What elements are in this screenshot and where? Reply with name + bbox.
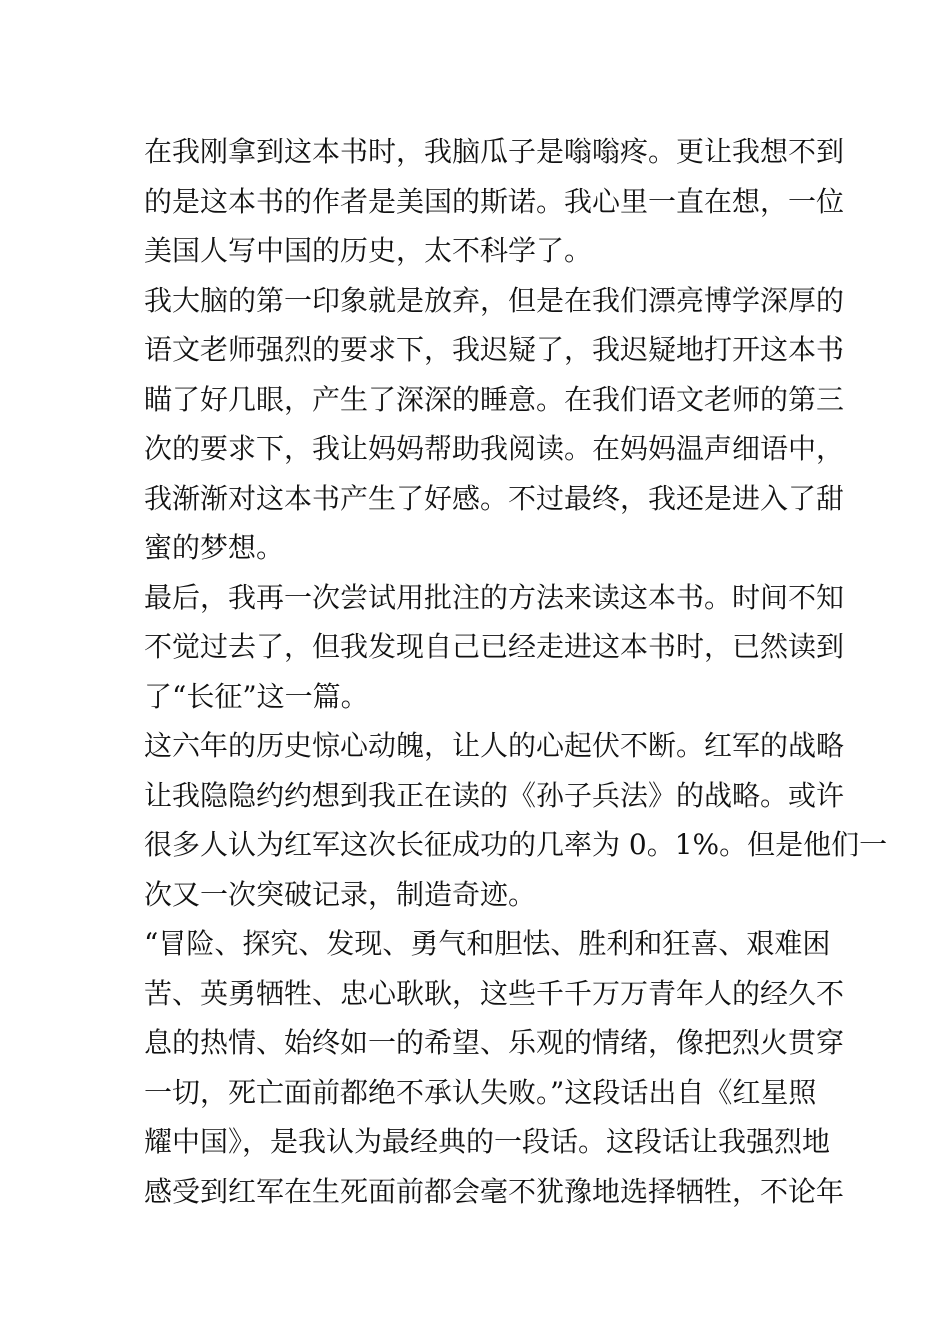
text-line: “冒险、探究、发现、勇气和胆怯、胜利和狂喜、艰难困 bbox=[144, 927, 831, 960]
paragraph-4 bbox=[144, 721, 888, 919]
text-line: 很多人认为红军这次长征成功的几率为 0。1%。但是他们一 bbox=[144, 828, 888, 861]
text-line: 这六年的历史惊心动魄，让人的心起伏不断。红军的战略 bbox=[144, 729, 845, 762]
text-line: 感受到红军在生死面前都会毫不犹豫地选择牺牲，不论年 bbox=[144, 1174, 845, 1208]
paragraph-3 bbox=[144, 573, 845, 722]
text-line: 了“长征”这一篇。 bbox=[144, 679, 369, 713]
text-line: 美国人写中国的历史，太不科学了。 bbox=[144, 234, 593, 267]
text-line: 的是这本书的作者是美国的斯诺。我心里一直在想，一位 bbox=[144, 184, 845, 218]
paragraph-5 bbox=[144, 919, 845, 1216]
text-line: 最后，我再一次尝试用批注的方法来读这本书。时间不知 bbox=[144, 580, 845, 614]
text-line: 次又一次突破记录，制造奇迹。 bbox=[144, 877, 537, 911]
text-line: 不觉过去了，但我发现自己已经走进这本书时，已然读到 bbox=[144, 630, 845, 663]
text-line: 瞄了好几眼，产生了深深的睡意。在我们语文老师的第三 bbox=[144, 382, 845, 416]
text-line: 我大脑的第一印象就是放弃，但是在我们漂亮博学深厚的 bbox=[144, 283, 845, 317]
text-line: 让我隐隐约约想到我正在读的《孙子兵法》的战略。或许 bbox=[144, 778, 845, 812]
paragraph-2 bbox=[144, 276, 845, 573]
text-line: 我渐渐对这本书产生了好感。不过最终，我还是进入了甜 bbox=[144, 481, 845, 515]
text-line: 息的热情、始终如一的希望、乐观的情绪，像把烈火贯穿 bbox=[144, 1026, 845, 1059]
document-body bbox=[144, 127, 888, 1216]
paragraph-1 bbox=[144, 127, 845, 276]
text-line: 一切，死亡面前都绝不承认失败。”这段话出自《红星照 bbox=[144, 1075, 817, 1109]
text-line: 耀中国》，是我认为最经典的一段话。这段话让我强烈地 bbox=[144, 1125, 831, 1158]
text-line: 语文老师强烈的要求下，我迟疑了，我迟疑地打开这本书 bbox=[144, 333, 845, 366]
text-line: 次的要求下，我让妈妈帮助我阅读。在妈妈温声细语中， bbox=[144, 432, 845, 465]
text-line: 在我刚拿到这本书时，我脑瓜子是嗡嗡疼。更让我想不到 bbox=[144, 135, 845, 168]
text-line: 苦、英勇牺牲、忠心耿耿，这些千千万万青年人的经久不 bbox=[144, 976, 845, 1010]
text-line: 蜜的梦想。 bbox=[144, 531, 285, 564]
